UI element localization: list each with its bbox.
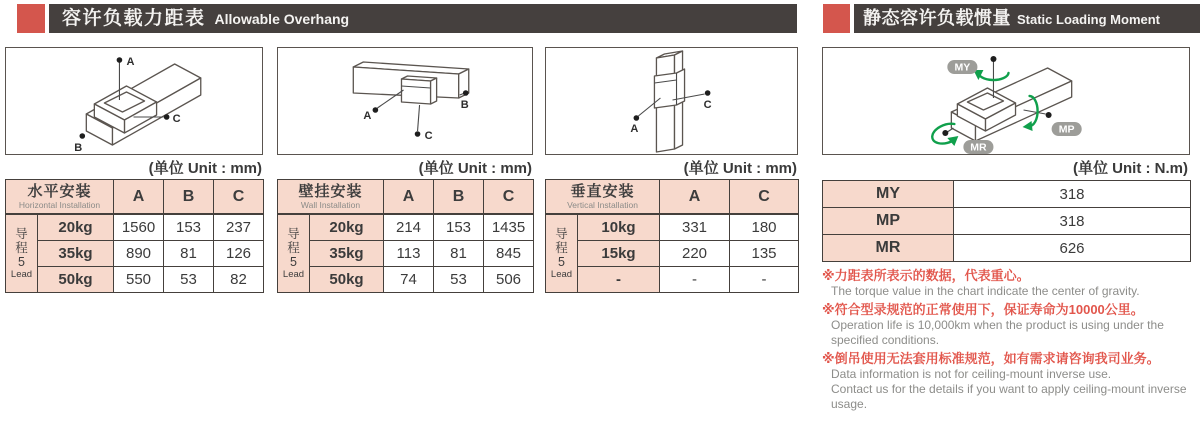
note-3-en-2: Contact us for the details if you want to apply ceiling-mount inverse usage. — [831, 382, 1187, 411]
point-a-dot — [117, 57, 123, 63]
value-cell: 53 — [434, 267, 484, 293]
point-label-a: A — [630, 123, 639, 135]
note-1-zh: ※力距表所表示的数据，代表重心。 — [822, 268, 1030, 283]
moment-title-zh: 静态容许负载惯量 — [863, 8, 1011, 28]
moment-title-en: Static Loading Moment — [1017, 12, 1160, 27]
unit-label-mm-3: (单位 Unit : mm) — [683, 160, 797, 177]
col-header-c: C — [214, 180, 264, 215]
point-label-b: B — [460, 99, 469, 111]
moment-section-header — [854, 4, 1200, 33]
col-header-a: A — [384, 180, 434, 215]
loading-moment-diagram — [822, 47, 1190, 155]
vertical-actuator-drawing — [546, 48, 797, 154]
lead-cell: 导 程 5 Lead — [546, 214, 578, 293]
moment-value-cell: 318 — [954, 208, 1191, 235]
value-cell: 845 — [484, 241, 534, 267]
moment-label-cell: MR — [823, 235, 954, 262]
moment-value-cell: 626 — [954, 235, 1191, 262]
load-cell: 10kg — [578, 214, 660, 241]
right-accent-square — [823, 4, 850, 33]
table-title-cell — [6, 180, 114, 215]
table-title-cell — [278, 180, 384, 215]
value-cell: - — [730, 267, 799, 293]
col-header-a: A — [114, 180, 164, 215]
lead-cell: 导 程 5 Lead — [6, 214, 38, 293]
value-cell: 81 — [164, 241, 214, 267]
wall-installation-table — [277, 179, 534, 293]
footnotes — [822, 265, 1194, 412]
moment-actuator-drawing — [823, 48, 1189, 154]
table-title-zh: 水平安装 — [27, 183, 92, 200]
load-cell: 20kg — [310, 214, 384, 241]
horizontal-installation-diagram — [5, 47, 263, 155]
point-label-c: C — [703, 99, 712, 111]
unit-label-mm-1: (单位 Unit : mm) — [148, 160, 262, 177]
point-a-dot — [634, 115, 640, 121]
wall-actuator-drawing — [278, 48, 532, 154]
value-cell: 74 — [384, 267, 434, 293]
point-label-c: C — [172, 113, 181, 125]
moment-label-cell: MP — [823, 208, 954, 235]
overhang-title-en: Allowable Overhang — [214, 11, 350, 27]
table-title-en: Wall Installation — [300, 200, 361, 210]
note-3-zh: ※倒吊使用无法套用标准规范，如有需求请咨询我司业务。 — [822, 351, 1160, 366]
value-cell: 1560 — [114, 214, 164, 241]
load-cell: 15kg — [578, 241, 660, 267]
point-label-b: B — [74, 142, 83, 154]
note-2-en: Operation life is 10,000km when the product is using under the specified conditions. — [831, 318, 1164, 347]
point-c-dot — [164, 114, 170, 120]
vertical-installation-diagram — [545, 47, 798, 155]
load-cell: 35kg — [38, 241, 114, 267]
loading-moment-table — [822, 180, 1191, 262]
value-cell: 135 — [730, 241, 799, 267]
table-title-en: Vertical Installation — [567, 200, 638, 210]
point-c-dot — [415, 131, 421, 137]
vertical-installation-table — [545, 179, 799, 293]
load-cell: - — [578, 267, 660, 293]
value-cell: 180 — [730, 214, 799, 241]
horizontal-installation-table — [5, 179, 264, 293]
my-axis-dot — [990, 56, 996, 62]
mp-axis-dot — [1046, 112, 1052, 118]
point-label-a: A — [363, 110, 372, 122]
value-cell: 237 — [214, 214, 264, 241]
left-accent-square — [17, 4, 45, 33]
value-cell: 506 — [484, 267, 534, 293]
my-label: MY — [954, 61, 971, 74]
table-title-cell — [546, 180, 660, 215]
value-cell: 1435 — [484, 214, 534, 241]
point-c-dot — [705, 90, 711, 96]
mr-arrowhead — [947, 136, 958, 146]
value-cell: 82 — [214, 267, 264, 293]
load-cell: 50kg — [38, 267, 114, 293]
point-label-a: A — [126, 56, 135, 68]
col-header-c: C — [484, 180, 534, 215]
value-cell: 153 — [434, 214, 484, 241]
moment-value-cell: 318 — [954, 181, 1191, 208]
wall-installation-diagram — [277, 47, 533, 155]
value-cell: 890 — [114, 241, 164, 267]
col-header-c: C — [730, 180, 799, 215]
value-cell: 153 — [164, 214, 214, 241]
col-header-a: A — [660, 180, 730, 215]
unit-label-mm-2: (单位 Unit : mm) — [418, 160, 532, 177]
col-header-b: B — [164, 180, 214, 215]
value-cell: 220 — [660, 241, 730, 267]
note-2-zh: ※符合型录规范的正常使用下，保证寿命为10000公里。 — [822, 302, 1144, 317]
moment-label-cell: MY — [823, 181, 954, 208]
load-cell: 50kg — [310, 267, 384, 293]
value-cell: 331 — [660, 214, 730, 241]
mp-label: MP — [1058, 123, 1075, 136]
point-a-dot — [373, 107, 379, 113]
value-cell: - — [660, 267, 730, 293]
unit-label-nm: (单位 Unit : N.m) — [1073, 160, 1188, 177]
horizontal-actuator-drawing — [6, 48, 262, 154]
note-1-en: The torque value in the chart indicate the center of gravity. — [831, 284, 1140, 298]
value-cell: 126 — [214, 241, 264, 267]
value-cell: 550 — [114, 267, 164, 293]
value-cell: 53 — [164, 267, 214, 293]
mp-arrowhead — [1023, 121, 1033, 131]
note-3-en-1: Data information is not for ceiling-mount inverse use. — [831, 367, 1112, 381]
mr-label: MR — [970, 141, 987, 154]
table-title-zh: 壁挂安装 — [298, 183, 363, 200]
lead-cell: 导 程 5 Lead — [278, 214, 310, 293]
value-cell: 214 — [384, 214, 434, 241]
point-b-dot — [463, 90, 469, 96]
load-cell: 35kg — [310, 241, 384, 267]
table-title-zh: 垂直安装 — [570, 183, 635, 200]
table-title-en: Horizontal Installation — [18, 200, 101, 210]
point-b-dot — [79, 133, 85, 139]
value-cell: 81 — [434, 241, 484, 267]
mr-axis-dot — [942, 130, 948, 136]
col-header-b: B — [434, 180, 484, 215]
overhang-title-zh: 容许负载力距表 — [62, 8, 206, 29]
overhang-section-header — [49, 4, 797, 33]
load-cell: 20kg — [38, 214, 114, 241]
value-cell: 113 — [384, 241, 434, 267]
point-label-c: C — [424, 130, 433, 142]
